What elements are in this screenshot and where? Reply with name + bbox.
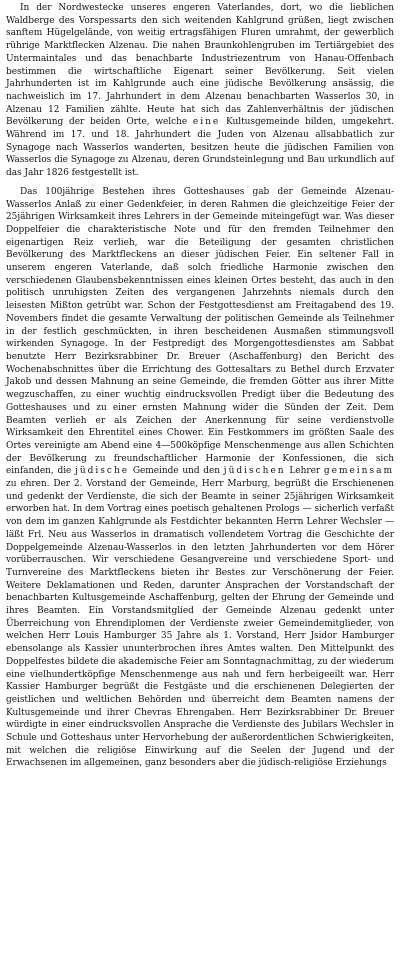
emphasized-word: gemeinsam	[323, 466, 395, 477]
text-run: zu ehren. Der 2. Vorstand der Gemeinde, Herr Marburg, begrüßt die Erschienenen und gedenkt der Verdienste, die sich der Beamte in seiner 25jährigen Wirksamkeit erworben hat. In dem Vortrag eines poetisch gehaltenen Prologs — sicherlich verfaßt von dem im ganzen Kahlgrunde als Festdichter bekannten Herrn Lehrer Wechsler — läßt Frl. Neu aus Wasserlos in dramatisch vollendetem Vortrag die Geschichte der Doppelgemeinde Alzenau-Wasserlos in den letzten Jahrhunderten vor dem Hörer vorüberrauschen. Wir verschiedene Gesangvereine und verschiedene Sport- und Turnvereine des Marktfleckens bieten ihr Bestes zur Verschönerung der Feier. Weitere Deklamationen und Reden, darunter Ansprachen der Vorstandschaft der benachbarten Kultusgemeinde Aschaffenburg, gelten der Ehrung der Gemeinde und ihres Beamten. Ein Vorstandsmitglied der Gemeinde Alzenau gedenkt unter Überreichung von Ehrendiplomen der Verdienste zweier Gemeindemitglieder, von welchen Herr Louis Hamburger 35 Jahre als 1. Vorstand, Herr Jsidor Hamburger ebensolange als Kassier ununterbrochen ihres Amtes walten. Den Mittelpunkt des Doppelfestes bildete die akademische Feier am Sonntagnachmittag, zu der wiederum eine vielhundertköpfige Menschenmenge aus nah und fern herbeigeeilt war. Herr Kassier Hamburger begrüßt die Festgäste und die erschienenen Delegierten der geistlichen und weltlichen Behörden und überreicht dem Beamten namens der Kultusgemeinde und ihrer Chevras Ehrengaben. Herr Bezirksrabbiner Dr. Breuer würdigte in einer eindrucksvollen Ansprache die Verdienste des Jubilars Wechsler in Schule und Gotteshaus unter Hervorhebung der außerordentlichen Schwierigkeiten, mit welchen die religiöse Einwirkung auf die Seelen der Jugend und der Erwachsenen im allgemeinen, ganz besonders aber die jüdisch-religiöse Erziehungs	[6, 479, 394, 769]
paragraph-celebration	[6, 186, 394, 770]
text-run: Lehrer	[285, 466, 324, 477]
paragraph-intro	[6, 2, 394, 180]
emphasized-word: jüdische	[75, 466, 130, 477]
text-run: Kultusgemeinde bilden, umgekehrt. Während im 17. und 18. Jahrhundert die Juden von Alzenau allsabbatlich zur Synagoge nach Wasserlos wanderten, besitzen heute die jüdischen Familien von Wasserlos die Synagoge zu Alzenau, deren Grundsteinlegung und Bau urkundlich auf das Jahr 1826 festgestellt ist.	[6, 117, 394, 179]
text-run: In der Nordwestecke unseres engeren Vaterlandes, dort, wo die lieblichen Waldberge des Vorspessarts den sich weitenden Kahlgrund grüßen, liegt zwischen sanftem Hügelgelände, von weitig ertragsfähigen Fluren umrahmt, der gewerblich rührige Marktflecken Alzenau. Die nahen Braunkohlengruben im Tertiärgebiet des Untermaintales und das benachbarte Industriezentrum von Hanau-Offenbach bestimmen die wirtschaftliche Eigenart seiner Bevölkerung. Seit vielen Jahrhunderten ist im Kahlgrunde auch eine jüdische Bevölkerung ansässig, die nachweislich im 17. Jahrhundert in dem Alzenau benachbarten Wasserlos 30, in Alzenau 12 Familien zählte. Heute hat sich das Zahlenverhältnis der jüdischen Bevölkerung der beiden Orte, welche	[6, 3, 394, 128]
text-run: Gemeinde und den	[129, 466, 224, 477]
emphasized-word: eine	[192, 117, 221, 128]
emphasized-word: jüdischen	[223, 466, 286, 477]
text-run: Das 100jährige Bestehen ihres Gotteshauses gab der Gemeinde Alzenau-Wasserlos Anlaß zu einer Gedenkfeier, in deren Rahmen die gleichzeitige Feier der 25jährigen Wirksamkeit ihres Lehrers in der Gemeinde miteingefügt war. Was dieser Doppelfeier die charakteristische Note und für den fremden Teilnehmer den eigenartigen Reiz verlieh, war die Beteiligung der gesamten christlichen Bevölkerung des Marktfleckens an dieser jüdischen Feier. Ein seltener Fall in unserem engeren Vaterlande, daß solch friedliche Harmonie zwischen den verschiedenen Glaubensbekenntnissen eines kleinen Ortes besteht, das auch in den politisch unruhigsten Zeiten des vergangenen Jahrzehnts niemals durch den leisesten Mißton getrübt war. Schon der Festgottesdienst am Freitagabend des 19. Novembers findet die gesamte Verwaltung der politischen Gemeinde als Teilnehmer in der festlich geschmückten, in ihren bescheidenen Ausmaßen stimmungsvoll wirkenden Synagoge. In der Festpredigt des Morgengottesdienstes am Sabbat benutzte Herr Bezirksrabbiner Dr. Breuer (Aschaffenburg) den Bericht des Wochenabschnittes über die Errichtung des Gottesaltars zu Bethel durch Erzvater Jakob und dessen Mahnung an seine Gemeinde, die fremden Götter aus ihrer Mitte wegzuschaffen, zu einer wuchtig eindrucksvollen Predigt über die Bedeutung des Gotteshauses und zu einer ernsten Mahnung wider die Sünden der Zeit. Dem Beamten verlieh er als Zeichen der Anerkennung für seine verdienstvolle Wirksamkeit den Ehrentitel eines Chower. Ein Festkommers im größten Saale des Ortes vereinigte am Abend eine 4—500köpfige Menschenmenge aus allen Schichten der Bevölkerung zu freundschaftlicher Harmonie der Konfessionen, die sich einfanden, die	[6, 186, 394, 477]
